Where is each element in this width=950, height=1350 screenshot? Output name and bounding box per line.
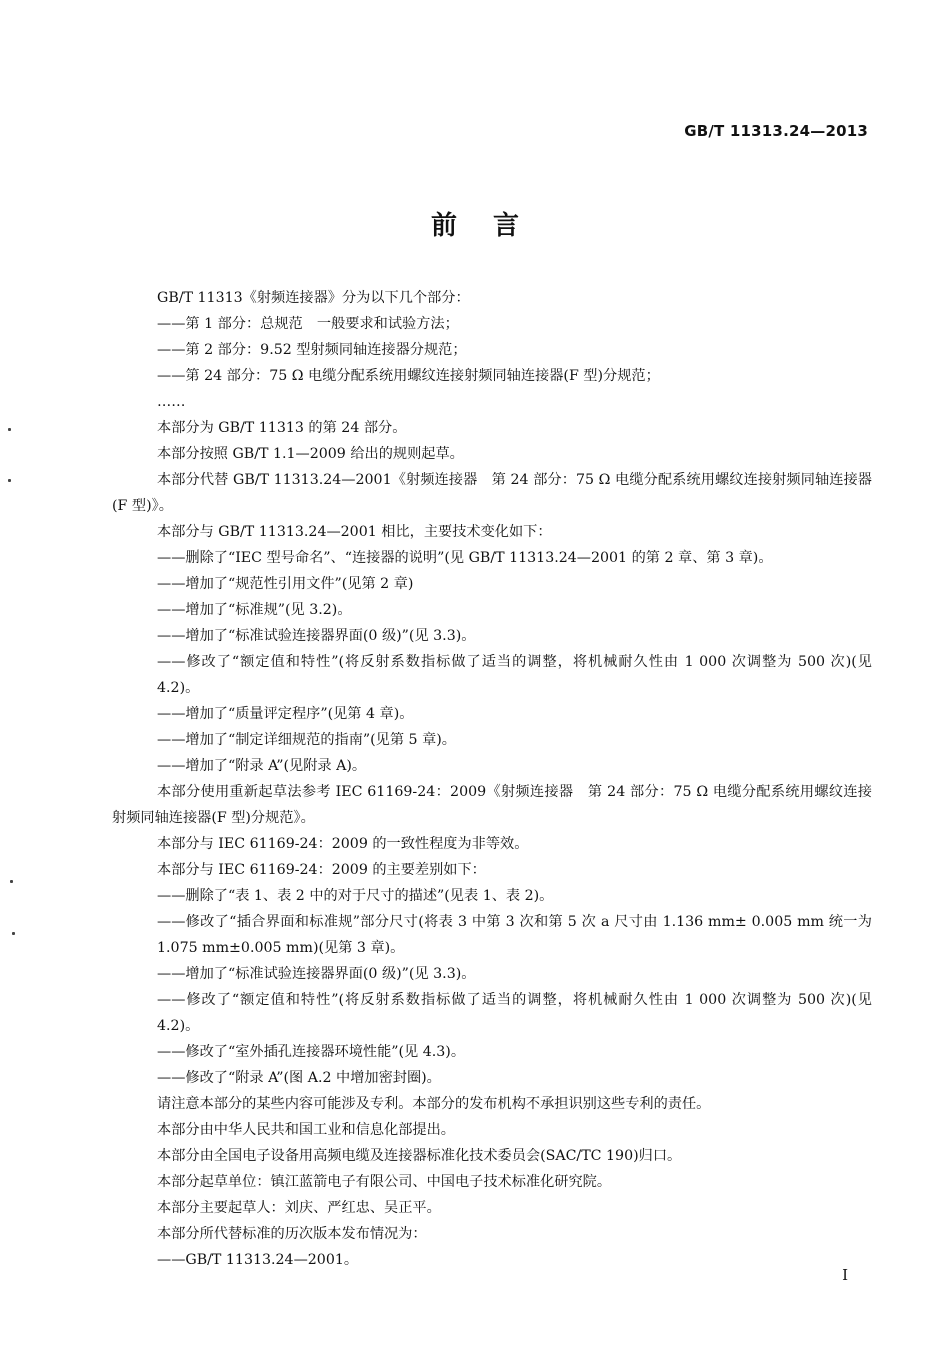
list-item: ——修改了“室外插孔连接器环境性能”(见 4.3)。 <box>157 1044 466 1060</box>
paragraph: 本部分代替 GB/T 11313.24—2001《射频连接器 第 24 部分：75 Ω 电缆分配系统用螺纹连接射频同轴连接器(F 型)》。 <box>112 472 872 514</box>
list-item: ——删除了“表 1、表 2 中的对于尺寸的描述”(见表 1、表 2)。 <box>157 888 554 904</box>
paragraph: 本部分与 IEC 61169-24：2009 的一致性程度为非等效。 <box>157 836 529 852</box>
paragraph: 本部分由全国电子设备用高频电缆及连接器标准化技术委员会(SAC/TC 190)归口。 <box>157 1148 682 1164</box>
document-body <box>112 285 872 1273</box>
scan-mark <box>10 880 13 883</box>
scan-mark <box>8 479 11 482</box>
paragraph: 本部分起草单位：镇江蓝箭电子有限公司、中国电子技术标准化研究院。 <box>157 1174 612 1190</box>
paragraph: 请注意本部分的某些内容可能涉及专利。本部分的发布机构不承担识别这些专利的责任。 <box>157 1096 711 1112</box>
paragraph: 本部分与 IEC 61169-24：2009 的主要差别如下： <box>157 862 486 878</box>
paragraph: 本部分所代替标准的历次版本发布情况为： <box>157 1226 427 1242</box>
list-item: ——增加了“制定详细规范的指南”(见第 5 章)。 <box>157 732 456 748</box>
paragraph: 本部分使用重新起草法参考 IEC 61169-24：2009《射频连接器 第 24 部分：75 Ω 电缆分配系统用螺纹连接射频同轴连接器(F 型)分规范》。 <box>112 784 872 826</box>
list-item: ——增加了“附录 A”(见附录 A)。 <box>157 758 367 774</box>
list-item: ——GB/T 11313.24—2001。 <box>157 1252 359 1268</box>
paragraph: 本部分由中华人民共和国工业和信息化部提出。 <box>157 1122 455 1138</box>
list-item: ——修改了“额定值和特性”(将反射系数指标做了适当的调整，将机械耐久性由 1 000 次调整为 500 次)(见 4.2)。 <box>157 654 872 696</box>
paragraph: 本部分为 GB/T 11313 的第 24 部分。 <box>157 420 407 436</box>
paragraph: 本部分主要起草人：刘庆、严红忠、吴正平。 <box>157 1200 441 1216</box>
page-title: 前言 <box>430 211 555 241</box>
list-item: ——第 24 部分：75 Ω 电缆分配系统用螺纹连接射频同轴连接器(F 型)分规范； <box>157 368 660 384</box>
list-item: ——增加了“质量评定程序”(见第 4 章)。 <box>157 706 414 722</box>
list-item: ——修改了“插合界面和标准规”部分尺寸(将表 3 中第 3 次和第 5 次 a 尺寸由 1.136 mm± 0.005 mm 统一为 1.075 mm±0.005 mm)(见第 3 章)。 <box>157 914 872 956</box>
list-item: ——增加了“规范性引用文件”(见第 2 章) <box>157 576 414 592</box>
list-item: ——增加了“标准试验连接器界面(0 级)”(见 3.3)。 <box>157 628 476 644</box>
list-item: ——增加了“标准试验连接器界面(0 级)”(见 3.3)。 <box>157 966 476 982</box>
list-item: ——删除了“IEC 型号命名”、“连接器的说明”(见 GB/T 11313.24—2001 的第 2 章、第 3 章)。 <box>157 550 773 566</box>
list-item: ——第 2 部分：9.52 型射频同轴连接器分规范； <box>157 342 467 358</box>
paragraph: GB/T 11313《射频连接器》分为以下几个部分： <box>157 290 470 306</box>
list-item: ——修改了“额定值和特性”(将反射系数指标做了适当的调整，将机械耐久性由 1 000 次调整为 500 次)(见 4.2)。 <box>157 992 872 1034</box>
standard-number: GB/T 11313.24—2013 <box>684 122 868 140</box>
scan-mark <box>8 428 11 431</box>
list-item: ——增加了“标准规”(见 3.2)。 <box>157 602 352 618</box>
paragraph: 本部分与 GB/T 11313.24—2001 相比，主要技术变化如下： <box>157 524 552 540</box>
list-item: ——第 1 部分：总规范 一般要求和试验方法； <box>157 316 459 332</box>
scan-mark <box>12 932 15 935</box>
paragraph: 本部分按照 GB/T 1.1—2009 给出的规则起草。 <box>157 446 464 462</box>
ellipsis: …… <box>157 394 186 410</box>
page-number: I <box>842 1266 848 1284</box>
list-item: ——修改了“附录 A”(图 A.2 中增加密封圈)。 <box>157 1070 441 1086</box>
